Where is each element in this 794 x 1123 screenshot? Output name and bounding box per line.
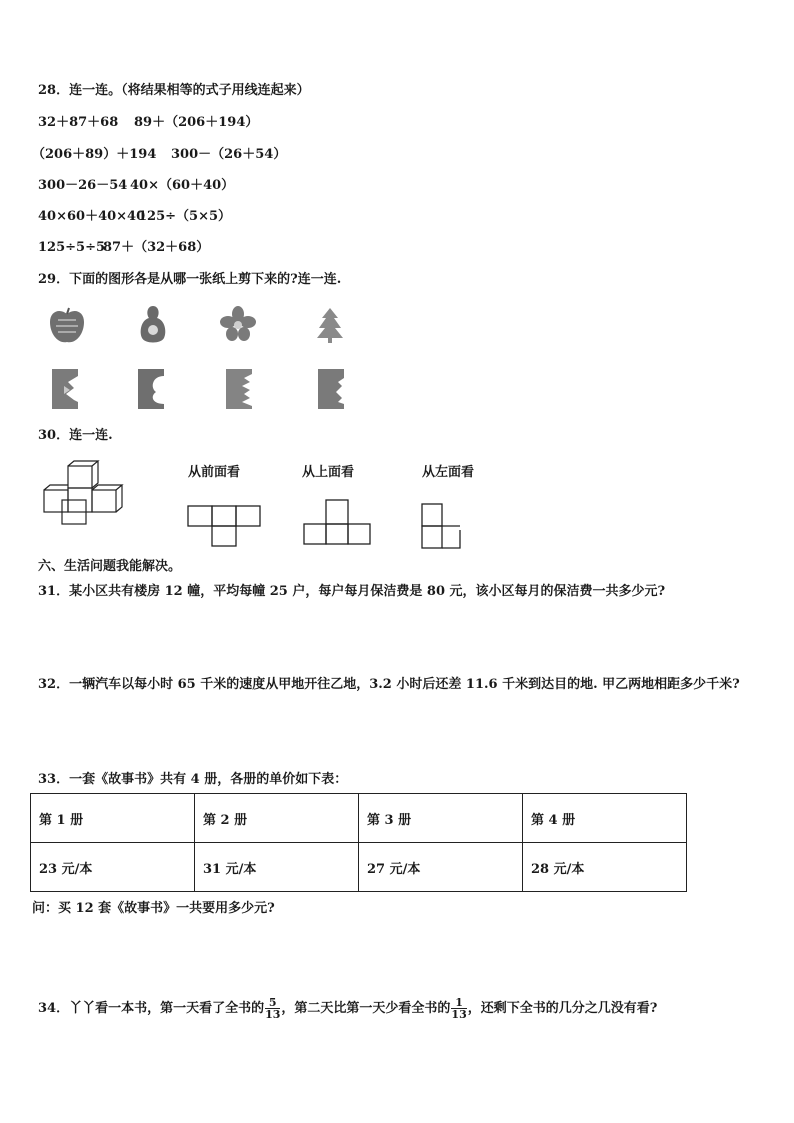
fraction-numerator: 5	[265, 997, 280, 1009]
left-view-figure	[418, 500, 466, 552]
fraction-denominator: 13	[451, 1008, 467, 1021]
q34-part-2: ，第二天比第一天少看全书的	[281, 1001, 451, 1016]
table-header-cell: 第 1 册	[31, 794, 195, 843]
q33-title: 33．一套《故事书》共有 4 册，各册的单价如下表：	[38, 772, 348, 787]
folded-paper-1-icon	[50, 368, 80, 410]
table-header-cell: 第 3 册	[359, 794, 523, 843]
tree-icon	[316, 306, 344, 344]
q28-row-4-left: 40×60＋40×40	[38, 209, 146, 224]
q34-part-3: ，还剩下全书的几分之几没有看?	[467, 1001, 658, 1016]
fraction-numerator: 1	[451, 997, 466, 1009]
q28-row-1-left: 32＋87＋68	[38, 115, 119, 130]
table-header-cell: 第 2 册	[195, 794, 359, 843]
folded-paper-4-icon	[316, 368, 346, 410]
apple-icon	[46, 306, 88, 346]
q34-text	[38, 997, 657, 1020]
gourd-icon	[136, 304, 170, 346]
q28-row-4-right: 125÷（5×5）	[138, 209, 232, 224]
q34-part-1: 34．丫丫看一本书，第一天看了全书的	[38, 1001, 265, 1016]
table-row	[31, 843, 687, 892]
q28-row-2-right: 300－（26＋54）	[171, 147, 287, 162]
fraction-5-13	[265, 997, 280, 1020]
q28-row-1-right: 89＋（206＋194）	[134, 115, 259, 130]
table-cell: 23 元/本	[31, 843, 195, 892]
q28-title: 28．连一连。（将结果相等的式子用线连起来）	[38, 83, 310, 98]
flower-icon	[220, 306, 256, 342]
view-left-label: 从左面看	[422, 465, 475, 480]
price-table	[30, 793, 687, 892]
table-row	[31, 794, 687, 843]
q31-text: 31．某小区共有楼房 12 幢，平均每幢 25 户，每户每月保洁费是 80 元，该小区每月的保洁费一共多少元?	[38, 584, 666, 599]
table-header-cell: 第 4 册	[523, 794, 687, 843]
table-cell: 27 元/本	[359, 843, 523, 892]
fraction-denominator: 13	[265, 1008, 281, 1021]
q28-row-3-right: 40×（60＋40）	[130, 178, 235, 193]
table-cell: 31 元/本	[195, 843, 359, 892]
q32-text: 32．一辆汽车以每小时 65 千米的速度从甲地开往乙地，3.2 小时后还差 11.6 千米到达目的地. 甲乙两地相距多少千米?	[38, 677, 740, 692]
cube-stack-icon	[40, 460, 130, 528]
front-view-figure	[186, 502, 268, 550]
section-6-title: 六、生活问题我能解决。	[38, 559, 182, 574]
top-view-figure	[302, 496, 376, 550]
fraction-1-13	[451, 997, 466, 1020]
q28-row-2-left: （206＋89）＋194	[32, 147, 157, 162]
q29-title: 29．下面的图形各是从哪一张纸上剪下来的?连一连.	[38, 272, 342, 287]
q28-row-5-left: 125÷5÷5	[38, 240, 106, 255]
q30-title: 30．连一连.	[38, 428, 113, 443]
folded-paper-2-icon	[136, 368, 166, 410]
q28-row-3-left: 300－26－54	[38, 178, 128, 193]
view-top-label: 从上面看	[302, 465, 355, 480]
q28-row-5-right: 87＋（32＋68）	[103, 240, 210, 255]
q33-question: 问：买 12 套《故事书》一共要用多少元?	[32, 901, 275, 916]
view-front-label: 从前面看	[188, 465, 241, 480]
table-cell: 28 元/本	[523, 843, 687, 892]
folded-paper-3-icon	[224, 368, 254, 410]
